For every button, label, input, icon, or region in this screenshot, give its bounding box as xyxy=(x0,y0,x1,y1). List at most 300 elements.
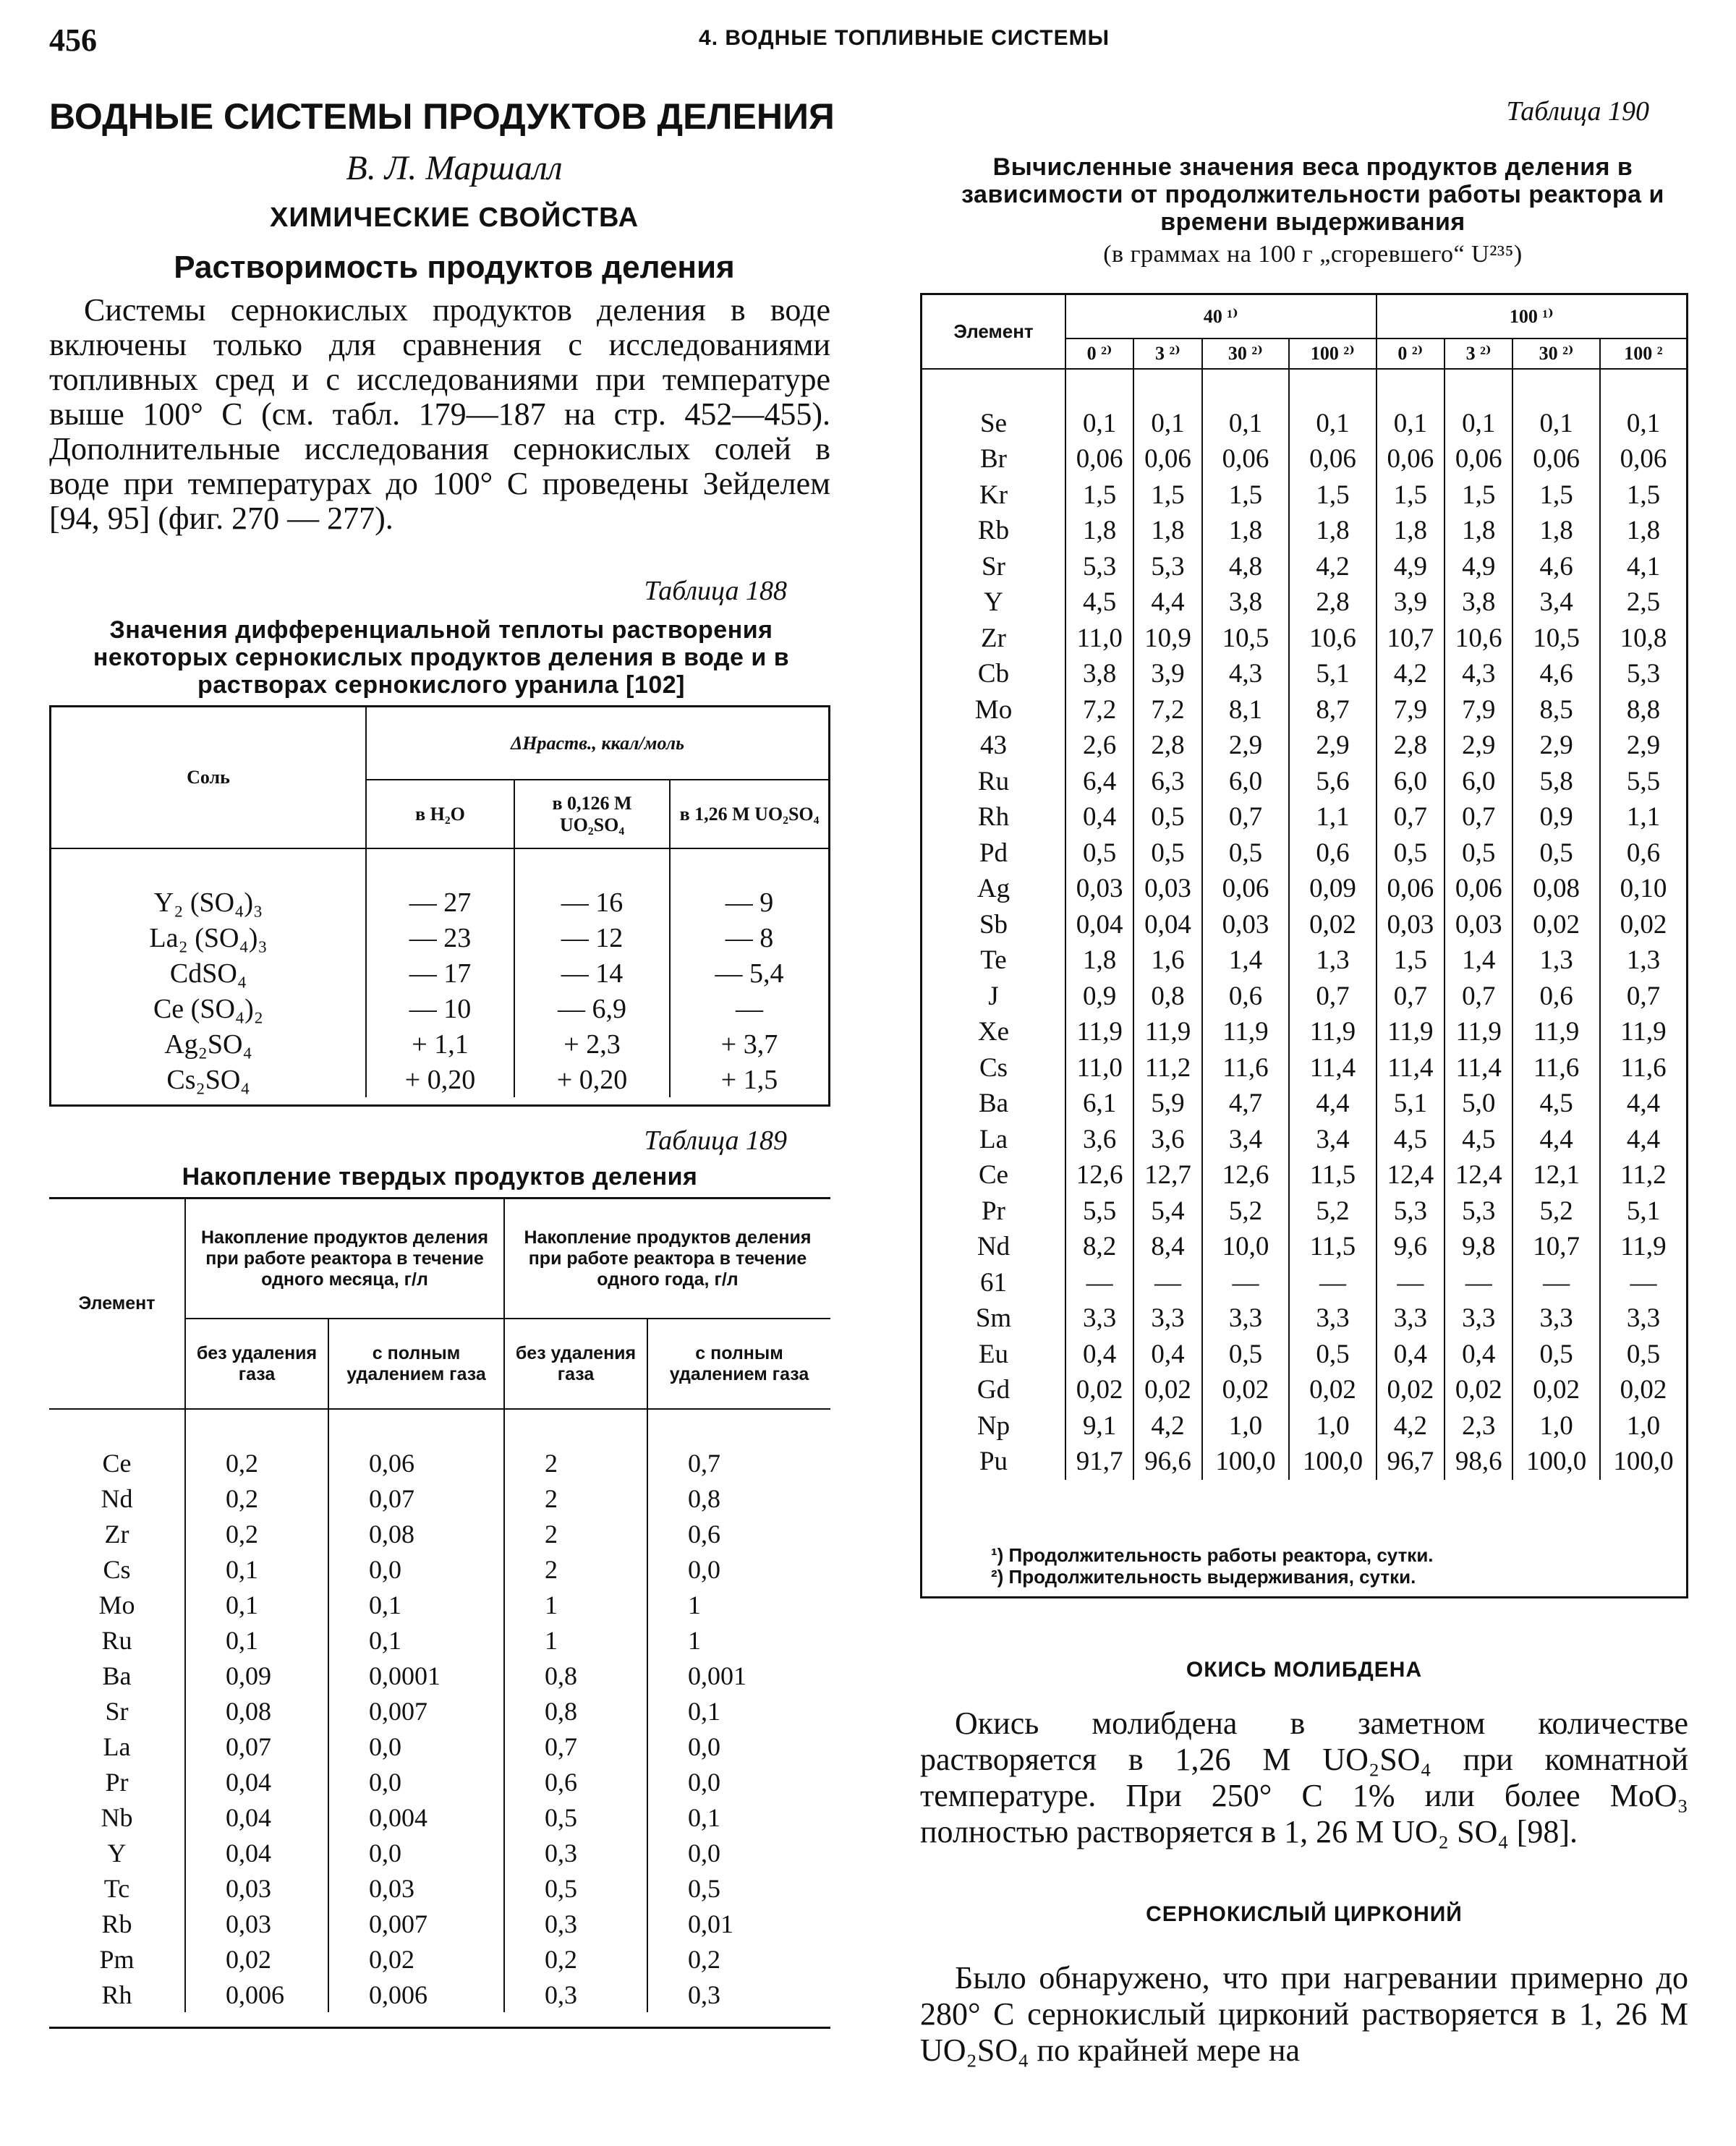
table-row xyxy=(922,1444,1686,1480)
row-label: Cs xyxy=(922,1050,1065,1086)
table-cell: 3,4 xyxy=(1512,584,1600,621)
table-cell: 6,3 xyxy=(1133,764,1201,800)
table-cell: 0,04 xyxy=(185,1835,328,1870)
col-header-hold-time: 100 ² xyxy=(1600,338,1686,369)
table-cell: 0,9 xyxy=(1512,799,1600,835)
table-cell: — 27 xyxy=(366,885,514,920)
table-cell: 11,9 xyxy=(1133,1014,1201,1050)
row-label: Cs₂SO₄ xyxy=(51,1062,366,1097)
table-cell: 0,0 xyxy=(328,1551,504,1587)
table-cell: 11,4 xyxy=(1444,1050,1512,1086)
table-cell: 3,3 xyxy=(1289,1300,1377,1337)
table-cell: + 0,20 xyxy=(366,1062,514,1097)
table-190-units: (в граммах на 100 г „сгоревшего“ U²³⁵) xyxy=(1103,241,1523,268)
table-cell: 0,03 xyxy=(1202,907,1290,943)
molybdenum-paragraph: Окись молибдена в заметном количестве растворяется в 1,26 M UO₂SO₄ при комнатной температуре. При 250° C 1% или более MoO₃ полностью растворяется в 1, 26 M UO₂ SO₄ [98]. xyxy=(920,1706,1688,1849)
table-cell: 2,8 xyxy=(1377,728,1444,764)
table-cell: 4,8 xyxy=(1202,549,1290,585)
table-cell: 0,3 xyxy=(504,1977,647,2012)
table-row xyxy=(922,1014,1686,1050)
table-cell: 1,3 xyxy=(1626,945,1661,976)
table-cell: 0,5 xyxy=(1202,835,1290,872)
table-cell: 2,9 xyxy=(1444,728,1512,764)
table-cell: 0,02 xyxy=(185,1941,328,1977)
table-cell: 0,0 xyxy=(688,1767,720,1797)
row-label: Rh xyxy=(922,799,1065,835)
table-cell: 8,8 xyxy=(1626,694,1661,725)
table-cell: 1,8 xyxy=(1444,513,1512,549)
table-cell: 0,03 xyxy=(1133,871,1201,907)
table-cell: 0,03 xyxy=(1444,907,1512,943)
table-row xyxy=(922,1372,1686,1408)
table-cell: 3,3 xyxy=(1444,1300,1512,1337)
table-row xyxy=(49,1445,830,1481)
table-cell: 1,5 xyxy=(1202,477,1290,514)
col-header-enthalpy: ΔHраств., ккал/моль xyxy=(366,707,828,780)
col-header-year-with-gas: с полным удалением газа xyxy=(647,1319,830,1409)
col-header-element: Элемент xyxy=(49,1199,185,1409)
table-cell: 8,1 xyxy=(1202,692,1290,728)
table-row xyxy=(922,692,1686,728)
table-cell: 0,5 xyxy=(688,1873,720,1903)
table-cell: 0,02 xyxy=(1512,1372,1600,1408)
row-label: Sb xyxy=(922,907,1065,943)
table-cell: + 3,7 xyxy=(720,1029,778,1060)
table-cell: 2,9 xyxy=(1512,728,1600,764)
table-cell: + 1,1 xyxy=(366,1026,514,1062)
row-label: Sm xyxy=(922,1300,1065,1337)
col-header-h2o: в H₂O xyxy=(366,780,514,848)
table-cell: 0,02 xyxy=(328,1941,504,1977)
table-row xyxy=(922,835,1686,872)
table-cell: 10,5 xyxy=(1202,621,1290,657)
table-cell: 5,8 xyxy=(1512,764,1600,800)
table-cell: 0,03 xyxy=(328,1870,504,1906)
col-header-year: Накопление продуктов деления при работе реактора в течение одного года, г/л xyxy=(504,1199,830,1319)
table-cell: 0,06 xyxy=(1202,441,1290,477)
table-cell: 0,7 xyxy=(504,1729,647,1764)
row-label: Rh xyxy=(49,1977,185,2012)
col-header-0126m: в 0,126 M UO₂SO₄ xyxy=(514,780,670,848)
running-head: 4. ВОДНЫЕ ТОПЛИВНЫЕ СИСТЕМЫ xyxy=(699,26,1110,50)
table-cell: 1,8 xyxy=(1133,513,1201,549)
table-cell: 0,09 xyxy=(1289,871,1377,907)
table-row xyxy=(49,1551,830,1587)
table-cell: 1,8 xyxy=(1626,516,1661,546)
table-cell: 5,3 xyxy=(1444,1193,1512,1230)
table-row xyxy=(51,955,828,991)
table-cell: 0,6 xyxy=(504,1764,647,1800)
table-cell: 0,4 xyxy=(1065,799,1133,835)
table-cell: 0,1 xyxy=(328,1587,504,1622)
table-cell: 0,04 xyxy=(185,1800,328,1835)
table-cell: 0,1 xyxy=(1626,408,1661,438)
table-cell: 100,0 xyxy=(1202,1444,1290,1480)
table-cell: 7,9 xyxy=(1444,692,1512,728)
row-label: Xe xyxy=(922,1014,1065,1050)
table-cell: 0,007 xyxy=(328,1906,504,1941)
table-cell: 10,7 xyxy=(1377,621,1444,657)
table-row xyxy=(49,1977,830,2012)
table-cell: 4,5 xyxy=(1377,1122,1444,1158)
table-cell: 11,6 xyxy=(1202,1050,1290,1086)
row-label: Pu xyxy=(922,1444,1065,1480)
row-label: Sr xyxy=(49,1693,185,1729)
table-cell: 0,03 xyxy=(185,1870,328,1906)
table-cell: 2,9 xyxy=(1202,728,1290,764)
table-cell: 2,9 xyxy=(1626,731,1661,761)
table-cell: 0,4 xyxy=(1133,1337,1201,1373)
col-header-100-days: 100 ¹⁾ xyxy=(1377,295,1686,338)
table-cell: 11,0 xyxy=(1065,621,1133,657)
table-cell: 0,6 xyxy=(1512,979,1600,1015)
table-cell: 0,8 xyxy=(504,1658,647,1693)
table-cell: 0,6 xyxy=(1626,838,1661,868)
table-cell: 4,2 xyxy=(1377,656,1444,692)
table-cell: 0,2 xyxy=(185,1445,328,1481)
table-cell: 5,1 xyxy=(1626,1196,1661,1226)
table-cell: 5,3 xyxy=(1133,549,1201,585)
table-cell: 1,8 xyxy=(1065,942,1133,979)
row-label: Pd xyxy=(922,835,1065,872)
row-label: 43 xyxy=(922,728,1065,764)
table-cell: 10,9 xyxy=(1133,621,1201,657)
table-cell: 3,3 xyxy=(1065,1300,1133,1337)
table-row xyxy=(922,1408,1686,1444)
row-label: Ba xyxy=(49,1658,185,1693)
table-cell: 0,04 xyxy=(1065,907,1133,943)
table-cell: 0,02 xyxy=(1377,1372,1444,1408)
table-cell: 0,5 xyxy=(1133,799,1201,835)
table-cell: 3,4 xyxy=(1289,1122,1377,1158)
table-cell: 5,3 xyxy=(1065,549,1133,585)
chemical-properties-heading: ХИМИЧЕСКИЕ СВОЙСТВА xyxy=(269,203,639,233)
table-cell: 0,0001 xyxy=(328,1658,504,1693)
table-cell: 0,06 xyxy=(1202,871,1290,907)
table-cell: 4,4 xyxy=(1626,1124,1661,1154)
table-cell: 0,6 xyxy=(1202,979,1290,1015)
table-cell: 0,3 xyxy=(504,1835,647,1870)
footnote-1: ¹) Продолжительность работы реактора, сутки. xyxy=(991,1544,1434,1566)
table-cell: 1,8 xyxy=(1377,513,1444,549)
table-cell: 0,1 xyxy=(185,1587,328,1622)
table-cell: 96,6 xyxy=(1133,1444,1201,1480)
table-190 xyxy=(920,293,1688,1598)
table-cell: 0,006 xyxy=(328,1977,504,2012)
table-cell: 1,3 xyxy=(1512,942,1600,979)
table-cell: 0,1 xyxy=(1065,406,1133,442)
molybdenum-heading: ОКИСЬ МОЛИБДЕНА xyxy=(1186,1658,1423,1682)
table-189-label: Таблица 189 xyxy=(644,1125,787,1156)
table-cell: 9,8 xyxy=(1444,1229,1512,1265)
table-cell: 1 xyxy=(504,1587,647,1622)
table-cell: 0,09 xyxy=(185,1658,328,1693)
table-cell: — 16 xyxy=(514,885,670,920)
table-cell: 0,1 xyxy=(1444,406,1512,442)
table-cell: 1,5 xyxy=(1377,477,1444,514)
table-cell: 0,08 xyxy=(328,1516,504,1551)
table-cell: 1,8 xyxy=(1289,513,1377,549)
section-title: ВОДНЫЕ СИСТЕМЫ ПРОДУКТОВ ДЕЛЕНИЯ xyxy=(49,96,835,137)
table-cell: 0,7 xyxy=(1444,799,1512,835)
table-cell: 6,0 xyxy=(1202,764,1290,800)
col-header-126m: в 1,26 M UO₂SO₄ xyxy=(670,780,828,848)
row-label: Rb xyxy=(922,513,1065,549)
table-cell: 3,9 xyxy=(1377,584,1444,621)
col-header-hold-time: 30 ²⁾ xyxy=(1202,338,1290,369)
table-cell: 1 xyxy=(688,1590,701,1619)
row-label: Y₂ (SO₄)₃ xyxy=(51,885,366,920)
table-cell: 100,0 xyxy=(1289,1444,1377,1480)
table-row xyxy=(51,1062,828,1097)
table-cell: 2,8 xyxy=(1133,728,1201,764)
table-cell: 0,1 xyxy=(688,1696,720,1726)
table-cell: 5,5 xyxy=(1626,766,1661,796)
table-cell: 5,4 xyxy=(1133,1193,1201,1230)
row-label: Pr xyxy=(49,1764,185,1800)
table-cell: 12,7 xyxy=(1133,1157,1201,1193)
row-label: Zr xyxy=(49,1516,185,1551)
row-label: Te xyxy=(922,942,1065,979)
row-label: Pr xyxy=(922,1193,1065,1230)
row-label: Eu xyxy=(922,1337,1065,1373)
table-cell: 0,6 xyxy=(688,1519,720,1549)
table-cell: 0,02 xyxy=(1202,1372,1290,1408)
table-cell: — xyxy=(1289,1265,1377,1301)
row-label: Nb xyxy=(49,1800,185,1835)
row-label: Ru xyxy=(49,1622,185,1658)
table-cell: 4,2 xyxy=(1289,549,1377,585)
table-cell: 4,3 xyxy=(1444,656,1512,692)
table-cell: 6,4 xyxy=(1065,764,1133,800)
table-cell: 0,06 xyxy=(1065,441,1133,477)
table-cell: — xyxy=(1065,1265,1133,1301)
table-row xyxy=(922,979,1686,1015)
table-cell: + 2,3 xyxy=(514,1026,670,1062)
table-cell: 0,5 xyxy=(1626,1339,1661,1369)
table-cell: — xyxy=(1202,1265,1290,1301)
table-cell: 4,4 xyxy=(1512,1122,1600,1158)
row-label: Mo xyxy=(49,1587,185,1622)
row-label: Se xyxy=(922,406,1065,442)
table-cell: 11,6 xyxy=(1620,1052,1667,1083)
table-cell: 0,5 xyxy=(504,1870,647,1906)
table-row xyxy=(922,907,1686,943)
table-cell: 0,0 xyxy=(688,1732,720,1761)
row-label: Gd xyxy=(922,1372,1065,1408)
table-row xyxy=(49,1800,830,1835)
col-header-year-without-gas: без удаления газа xyxy=(504,1319,647,1409)
row-label: Cs xyxy=(49,1551,185,1587)
table-188-caption: Значения дифференциальной теплоты растворения некоторых сернокислых продуктов деления в воде и в растворах сернокислого уранила [102] xyxy=(93,616,790,699)
table-cell: 0,6 xyxy=(1289,835,1377,872)
table-cell: 5,9 xyxy=(1133,1086,1201,1122)
table-row xyxy=(922,477,1686,514)
table-cell: 11,9 xyxy=(1289,1014,1377,1050)
row-label: Cb xyxy=(922,656,1065,692)
row-label: Tc xyxy=(49,1870,185,1906)
col-header-hold-time: 3 ²⁾ xyxy=(1444,338,1512,369)
table-cell: 2,9 xyxy=(1289,728,1377,764)
table-cell: 0,02 xyxy=(1289,907,1377,943)
row-label: Nd xyxy=(49,1481,185,1516)
table-row xyxy=(51,920,828,955)
table-cell: 0,1 xyxy=(328,1622,504,1658)
table-189 xyxy=(49,1197,830,2029)
row-label: Br xyxy=(922,441,1065,477)
table-cell: 11,9 xyxy=(1065,1014,1133,1050)
table-cell: 0,02 xyxy=(1444,1372,1512,1408)
table-cell: 6,1 xyxy=(1065,1086,1133,1122)
table-cell: 11,9 xyxy=(1377,1014,1444,1050)
table-cell: 11,0 xyxy=(1065,1050,1133,1086)
table-cell: 0,5 xyxy=(1444,835,1512,872)
table-cell: 4,7 xyxy=(1202,1086,1290,1122)
table-cell: 0,7 xyxy=(1202,799,1290,835)
table-cell: 2,6 xyxy=(1065,728,1133,764)
table-cell: 0,06 xyxy=(1289,441,1377,477)
row-label: Zr xyxy=(922,621,1065,657)
table-cell: 0,03 xyxy=(1065,871,1133,907)
table-cell: 91,7 xyxy=(1065,1444,1133,1480)
table-cell: 0,06 xyxy=(1620,444,1667,474)
table-cell: 2 xyxy=(504,1481,647,1516)
table-row xyxy=(49,1906,830,1941)
table-cell: 1,1 xyxy=(1626,802,1661,833)
table-cell: 3,8 xyxy=(1444,584,1512,621)
table-row xyxy=(49,1622,830,1658)
table-cell: 12,6 xyxy=(1065,1157,1133,1193)
table-cell: 0,03 xyxy=(1377,907,1444,943)
table-cell: 0,02 xyxy=(1512,907,1600,943)
table-188-label: Таблица 188 xyxy=(644,576,787,606)
table-row xyxy=(49,1941,830,1977)
table-cell: 1,6 xyxy=(1133,942,1201,979)
table-cell: 0,06 xyxy=(1444,441,1512,477)
table-cell: 4,6 xyxy=(1512,656,1600,692)
table-cell: 3,3 xyxy=(1202,1300,1290,1337)
row-label: CdSO₄ xyxy=(51,955,366,991)
table-cell: 11,9 xyxy=(1512,1014,1600,1050)
table-cell: 3,9 xyxy=(1133,656,1201,692)
table-row xyxy=(922,1265,1686,1301)
row-label: Ru xyxy=(922,764,1065,800)
table-cell: 11,9 xyxy=(1620,1017,1667,1047)
table-cell: 10,7 xyxy=(1512,1229,1600,1265)
table-cell: — xyxy=(736,993,763,1024)
table-row xyxy=(49,1729,830,1764)
table-cell: — xyxy=(1133,1265,1201,1301)
table-cell: 3,6 xyxy=(1065,1122,1133,1158)
table-cell: 0,06 xyxy=(1377,441,1444,477)
table-row xyxy=(49,1693,830,1729)
table-cell: 0,5 xyxy=(1202,1337,1290,1373)
col-header-40-days: 40 ¹⁾ xyxy=(1065,295,1377,338)
row-label: Nd xyxy=(922,1229,1065,1265)
table-cell: — 23 xyxy=(366,920,514,955)
table-cell: 2,8 xyxy=(1289,584,1377,621)
table-row xyxy=(49,1587,830,1622)
table-cell: 100,0 xyxy=(1512,1444,1600,1480)
col-header-month-without-gas: без удаления газа xyxy=(185,1319,328,1409)
table-cell: 4,3 xyxy=(1202,656,1290,692)
table-cell: 10,8 xyxy=(1620,623,1667,653)
table-row xyxy=(922,799,1686,835)
table-cell: + 0,20 xyxy=(514,1062,670,1097)
intro-paragraph: Системы сернокислых продуктов деления в воде включены только для сравнения с исследованиями топливных сред и с исследованиями при температуре выше 100° C (см. табл. 179—187 на стр. 452—455). Дополнительные исследования сернокислых солей в воде при температурах до 100° C проведены Зейделем [94, 95] (фиг. 270 — 277). xyxy=(49,292,830,536)
row-label: Ba xyxy=(922,1086,1065,1122)
table-cell: 0,4 xyxy=(1065,1337,1133,1373)
row-label: Ce (SO₄)₂ xyxy=(51,991,366,1026)
table-cell: 0,5 xyxy=(1133,835,1201,872)
table-cell: 0,8 xyxy=(504,1693,647,1729)
table-cell: 4,2 xyxy=(1133,1408,1201,1444)
table-cell: 8,2 xyxy=(1065,1229,1133,1265)
col-header-month-with-gas: с полным удалением газа xyxy=(328,1319,504,1409)
table-row xyxy=(922,513,1686,549)
table-cell: 0,0 xyxy=(328,1764,504,1800)
table-cell: 11,9 xyxy=(1202,1014,1290,1050)
table-cell: — xyxy=(1377,1265,1444,1301)
table-cell: 3,8 xyxy=(1065,656,1133,692)
table-cell: 2,5 xyxy=(1626,587,1661,618)
table-cell: 0,8 xyxy=(688,1483,720,1513)
table-row xyxy=(922,1337,1686,1373)
zirconium-paragraph: Было обнаружено, что при нагревании примерно до 280° C сернокислый цирконий растворяется в 1, 26 M UO₂SO₄ по крайней мере на xyxy=(920,1960,1688,2068)
table-cell: 11,5 xyxy=(1289,1157,1377,1193)
row-label: Pm xyxy=(49,1941,185,1977)
table-cell: — 9 xyxy=(725,887,774,918)
table-cell: 0,1 xyxy=(1289,406,1377,442)
table-cell: 1,5 xyxy=(1626,480,1661,510)
table-cell: 0,7 xyxy=(1377,979,1444,1015)
row-label: La xyxy=(49,1729,185,1764)
table-190-footnotes xyxy=(991,1544,1678,1588)
table-cell: 0,5 xyxy=(1512,1337,1600,1373)
table-cell: 0,1 xyxy=(1377,406,1444,442)
table-row xyxy=(51,885,828,920)
table-cell: — 5,4 xyxy=(715,958,784,989)
table-cell: 1,5 xyxy=(1289,477,1377,514)
table-cell: 0,1 xyxy=(185,1551,328,1587)
col-header-hold-time: 30 ²⁾ xyxy=(1512,338,1600,369)
table-cell: 0,7 xyxy=(1444,979,1512,1015)
table-row xyxy=(922,1193,1686,1230)
table-cell: 0,1 xyxy=(1133,406,1201,442)
table-cell: 1,8 xyxy=(1202,513,1290,549)
table-cell: 0,02 xyxy=(1065,1372,1133,1408)
table-cell: 7,2 xyxy=(1065,692,1133,728)
table-cell: 0,06 xyxy=(1512,441,1600,477)
table-row xyxy=(49,1764,830,1800)
table-cell: 12,1 xyxy=(1512,1157,1600,1193)
table-cell: 98,6 xyxy=(1444,1444,1512,1480)
table-cell: 0,004 xyxy=(328,1800,504,1835)
table-cell: 5,2 xyxy=(1512,1193,1600,1230)
table-row xyxy=(922,1050,1686,1086)
table-cell: 10,5 xyxy=(1512,621,1600,657)
table-cell: — 10 xyxy=(366,991,514,1026)
table-cell: 4,4 xyxy=(1289,1086,1377,1122)
table-cell: 1,5 xyxy=(1444,477,1512,514)
table-cell: 0,1 xyxy=(688,1802,720,1832)
table-row xyxy=(51,1026,828,1062)
table-cell: 3,3 xyxy=(1133,1300,1201,1337)
table-cell: 10,0 xyxy=(1202,1229,1290,1265)
table-cell: 1,5 xyxy=(1512,477,1600,514)
row-label: Ce xyxy=(49,1445,185,1481)
table-cell: 1,3 xyxy=(1289,942,1377,979)
